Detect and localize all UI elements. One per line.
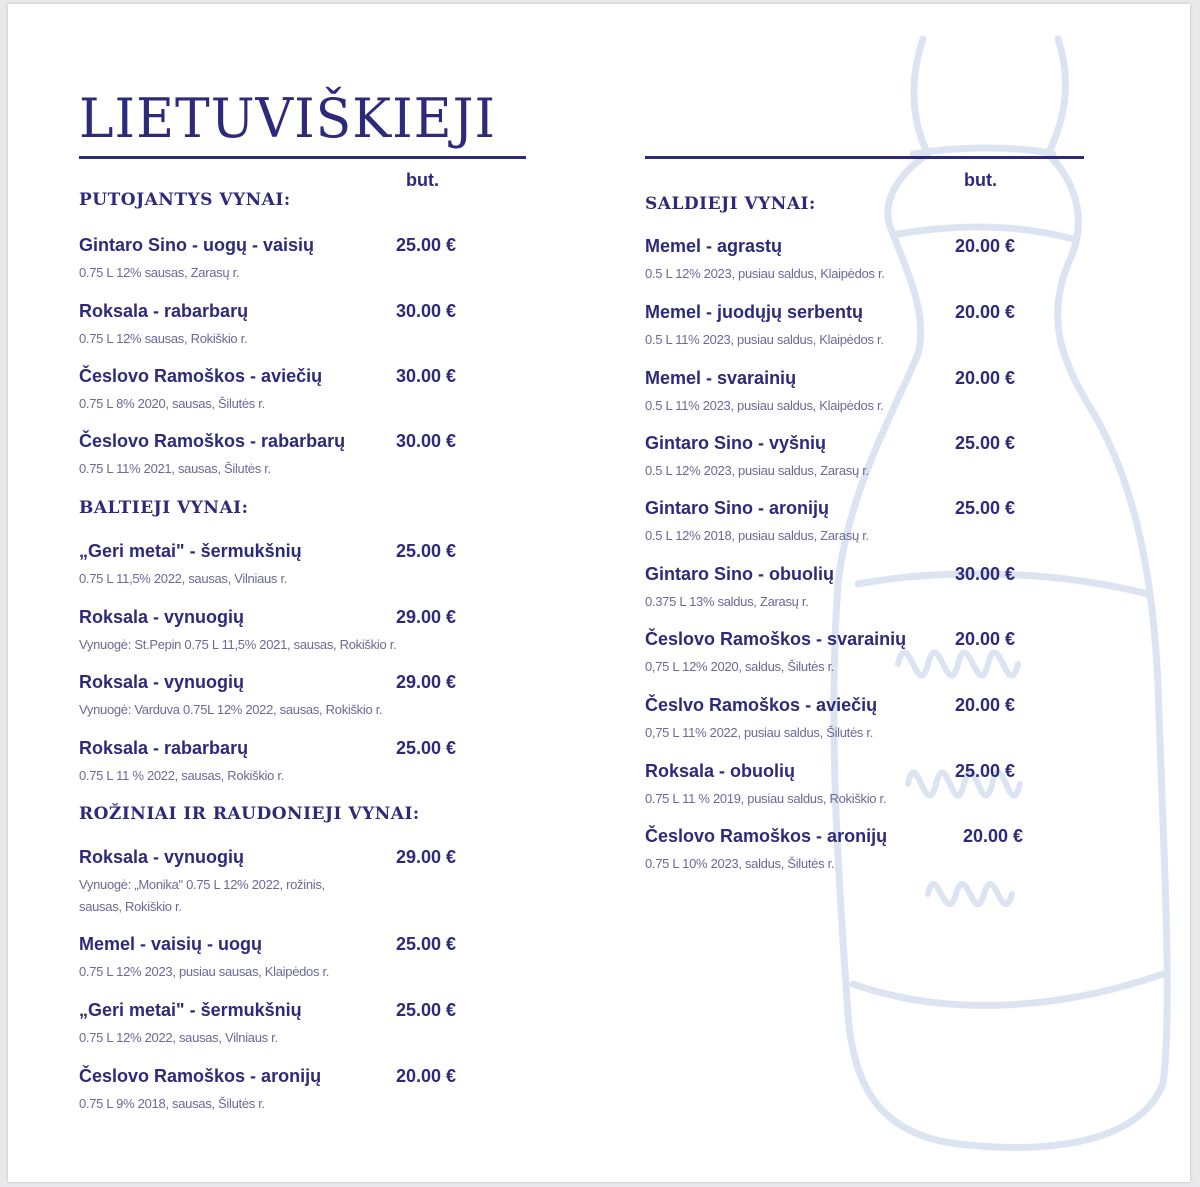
wine-price: 20.00 € [955,368,1016,388]
wine-description: 0,75 L 12% 2020, saldus, Šilutės r. [645,659,835,674]
wine-name: Česlovo Ramoškos - rabarbarų [79,431,346,451]
section-heading-sweet: SALDIEJI VYNAI: [645,194,816,214]
left-bottle-column-label: but. [406,170,439,190]
wine-price: 30.00 € [396,366,457,386]
wine-description: Vynuogė: St.Pepin 0.75 L 11,5% 2021, sausas, Rokiškio r. [79,637,397,652]
wine-name: „Geri metai" - šermukšnių [79,1000,302,1020]
wine-description: 0.75 L 9% 2018, sausas, Šilutės r. [79,1096,265,1111]
wine-name: Roksala - rabarbarų [79,301,249,321]
section-heading-white: BALTIEJI VYNAI: [79,498,249,518]
wine-description: 0.75 L 11,5% 2022, sausas, Vilniaus r. [79,571,288,586]
wine-name: „Geri metai" - šermukšnių [79,541,302,561]
menu-page [8,4,1190,1182]
wine-price: 20.00 € [955,695,1016,715]
wine-price: 25.00 € [396,235,457,255]
wine-description: Vynuogė: Varduva 0.75L 12% 2022, sausas, Rokiškio r. [79,702,383,717]
wine-price: 29.00 € [396,847,457,867]
wine-description: 0.5 L 11% 2023, pusiau saldus, Klaipėdos r. [645,332,884,347]
wine-description: 0.75 L 8% 2020, sausas, Šilutės r. [79,396,265,411]
wine-price: 20.00 € [955,236,1016,256]
wine-price: 25.00 € [955,433,1016,453]
title-divider-left [79,156,526,159]
wine-price: 25.00 € [955,498,1016,518]
wine-name: Česlovo Ramoškos - aviečių [79,366,323,386]
wine-price: 30.00 € [955,564,1016,584]
wine-name: Česlovo Ramoškos - svarainių [645,629,907,649]
wine-price: 29.00 € [396,607,457,627]
wine-name: Gintaro Sino - uogų - vaisių [79,235,315,255]
wine-price: 20.00 € [396,1066,457,1086]
wine-description: 0.75 L 11% 2021, sausas, Šilutės r. [79,461,271,476]
wine-price: 25.00 € [396,1000,457,1020]
wine-price: 30.00 € [396,431,457,451]
wine-description: 0.5 L 12% 2023, pusiau saldus, Zarasų r. [645,463,869,478]
wine-price: 25.00 € [396,934,457,954]
wine-name: Roksala - rabarbarų [79,738,249,758]
wine-price: 20.00 € [955,302,1016,322]
wine-description: 0.75 L 12% 2023, pusiau sausas, Klaipėdos r. [79,964,330,979]
wine-description: 0,75 L 11% 2022, pusiau saldus, Šilutės r. [645,725,874,740]
wine-description: 0.5 L 11% 2023, pusiau saldus, Klaipėdos r. [645,398,884,413]
wine-price: 25.00 € [396,738,457,758]
wine-description: 0.5 L 12% 2018, pusiau saldus, Zarasų r. [645,528,869,543]
wine-name: Česlovo Ramoškos - aronijų [79,1066,322,1086]
right-bottle-column-label: but. [964,170,997,190]
wine-description: 0.75 L 12% sausas, Zarasų r. [79,265,240,280]
wine-name: Memel - agrastų [645,236,783,256]
page-title: LIETUVIŠKIEJI [79,87,496,151]
wine-price: 25.00 € [396,541,457,561]
wine-name: Česlvo Ramoškos - aviečių [645,695,878,715]
wine-description: Vynuogė: „Monika" 0.75 L 12% 2022, rožinis, sausas, Rokiškio r. [79,877,325,914]
title-divider-right [645,156,1084,159]
wine-description: 0.5 L 12% 2023, pusiau saldus, Klaipėdos r. [645,266,885,281]
wine-description: 0.75 L 10% 2023, saldus, Šilutės r. [645,856,835,871]
section-heading-sparkling: PUTOJANTYS VYNAI: [79,190,291,210]
wine-name: Memel - juodųjų serbentų [645,302,864,322]
section-heading-rose-red: ROŽINIAI IR RAUDONIEJI VYNAI: [79,804,420,824]
wine-name: Memel - svarainių [645,368,797,388]
wine-price: 25.00 € [955,761,1016,781]
wine-name: Roksala - vynuogių [79,672,245,692]
wine-price: 30.00 € [396,301,457,321]
wine-description: 0.75 L 12% sausas, Rokiškio r. [79,331,248,346]
wine-name: Memel - vaisių - uogų [79,934,263,954]
wine-name: Roksala - vynuogių [79,847,245,867]
wine-description: 0.75 L 12% 2022, sausas, Vilniaus r. [79,1030,278,1045]
wine-description: 0.75 L 11 % 2022, sausas, Rokiškio r. [79,768,284,783]
wine-description: 0.75 L 11 % 2019, pusiau saldus, Rokiškio r. [645,791,887,806]
wine-name: Česlovo Ramoškos - aronijų [645,826,888,846]
wine-name: Gintaro Sino - vyšnių [645,433,827,453]
wine-price: 29.00 € [396,672,457,692]
wine-name: Roksala - vynuogių [79,607,245,627]
wine-name: Gintaro Sino - aronijų [645,498,829,518]
wine-description: 0.375 L 13% saldus, Zarasų r. [645,594,809,609]
wine-price: 20.00 € [955,629,1016,649]
wine-name: Roksala - obuolių [645,761,796,781]
wine-name: Gintaro Sino - obuolių [645,564,834,584]
wine-price: 20.00 € [963,826,1024,846]
